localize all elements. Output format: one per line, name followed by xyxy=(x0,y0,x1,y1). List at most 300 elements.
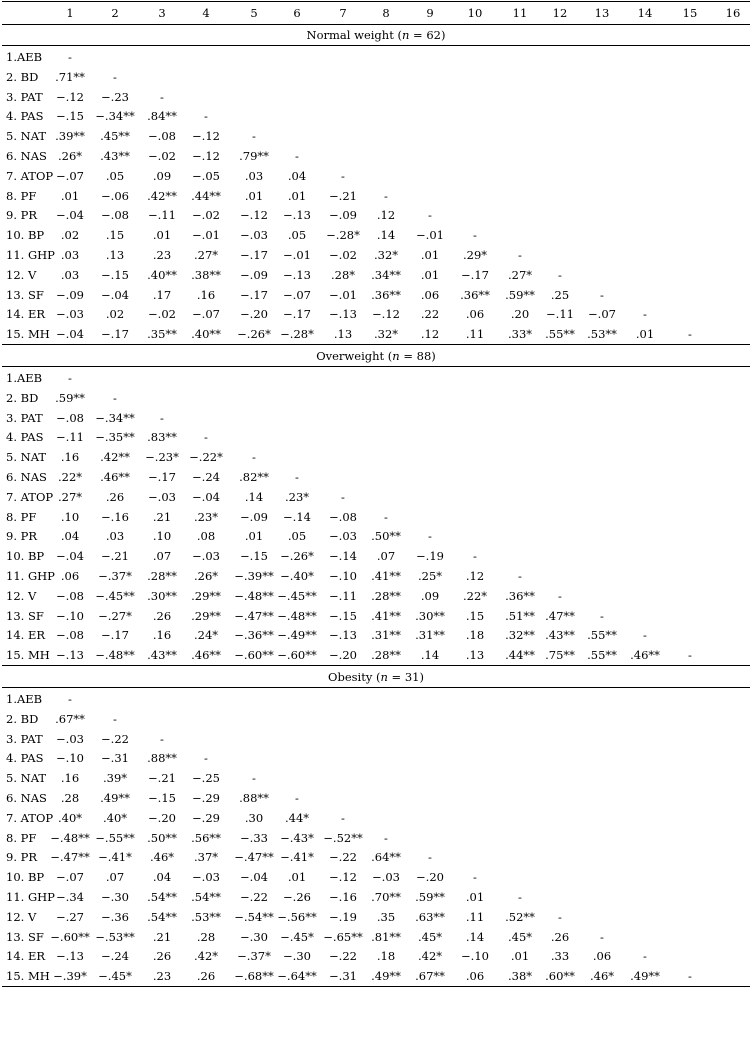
table-cell: .40** xyxy=(147,267,177,282)
table-cell: - xyxy=(428,529,432,544)
table-cell: .47** xyxy=(545,608,575,623)
table-cell: .26 xyxy=(196,969,216,984)
table-cell: −.12 xyxy=(240,208,268,223)
table-cell: −.55** xyxy=(95,830,135,845)
row-label: 12. V xyxy=(6,909,37,924)
table-cell: .37* xyxy=(193,850,219,865)
column-header: 7 xyxy=(339,6,347,20)
table-cell: −.68** xyxy=(234,969,274,984)
table-cell: - xyxy=(384,509,388,524)
table-cell: −.08 xyxy=(148,129,176,144)
table-cell: −.15 xyxy=(148,791,176,805)
table-cell: −.13 xyxy=(283,267,311,282)
table-cell: .41** xyxy=(371,569,401,583)
table-cell: - xyxy=(558,588,562,603)
row-label: 5. NAT xyxy=(6,771,47,786)
row-label: 5. NAT xyxy=(6,129,47,144)
table-cell: −.21 xyxy=(148,771,176,786)
table-cell: −.65** xyxy=(323,929,363,944)
table-cell: −.07 xyxy=(56,168,84,183)
section-title-prefix: Overweight ( xyxy=(316,349,393,363)
table-cell: .44** xyxy=(191,188,221,203)
table-cell: −.20 xyxy=(148,810,176,825)
table-cell: −.17 xyxy=(101,628,129,643)
section-title xyxy=(0,345,752,367)
table-cell: - xyxy=(252,450,256,465)
table-cell: −.10 xyxy=(329,569,357,583)
table-cell: −.21 xyxy=(329,188,357,203)
table-cell: −.13 xyxy=(56,949,84,964)
table-cell: .30 xyxy=(244,810,264,825)
table-cell: .18 xyxy=(465,628,485,643)
table-cell: - xyxy=(160,410,164,425)
table-cell: −.13 xyxy=(329,307,357,322)
table-cell: −.03 xyxy=(240,228,268,243)
row-label: 14. ER xyxy=(6,307,45,322)
row-label: 3. PAT xyxy=(6,410,43,425)
table-cell: −.26* xyxy=(237,327,271,342)
table-cell: −.13 xyxy=(329,628,357,643)
table-cell: .64** xyxy=(371,850,401,865)
table-cell: .21 xyxy=(152,929,172,944)
table-cell: .26 xyxy=(152,608,172,623)
table-cell: −.17 xyxy=(283,307,311,322)
table-cell: −.45** xyxy=(277,588,317,603)
column-header: 16 xyxy=(725,6,741,20)
table-cell: −.35** xyxy=(95,430,135,445)
table-cell: −.36** xyxy=(234,628,274,643)
table-cell: −.52** xyxy=(323,830,363,845)
row-label: 10. BP xyxy=(6,549,45,564)
column-header: 6 xyxy=(293,6,301,20)
table-cell: −.20 xyxy=(329,648,357,663)
table-cell: −.09 xyxy=(56,287,84,302)
table-cell: −.48** xyxy=(50,830,90,845)
table-cell: - xyxy=(68,371,72,385)
table-cell: .06 xyxy=(420,287,440,302)
table-cell: −.04 xyxy=(56,549,84,564)
table-cell: .22* xyxy=(57,470,83,484)
table-cell: .29* xyxy=(462,248,488,262)
table-cell: .13 xyxy=(105,248,125,262)
table-cell: .01 xyxy=(60,188,80,203)
table-cell: −.03 xyxy=(56,731,84,746)
section-title-prefix: Obesity ( xyxy=(328,670,381,684)
table-cell: −.09 xyxy=(240,509,268,524)
table-cell: −.37* xyxy=(237,949,271,964)
column-header: 8 xyxy=(382,6,390,20)
table-cell: .25* xyxy=(417,569,443,583)
section-title-prefix: Normal weight ( xyxy=(306,28,402,42)
table-cell: −.60** xyxy=(234,648,274,663)
table-cell: −.15 xyxy=(56,109,84,124)
table-cell: - xyxy=(341,168,345,183)
table-cell: −.31 xyxy=(329,969,357,984)
table-cell: −.05 xyxy=(192,168,220,183)
column-header: 10 xyxy=(467,6,483,20)
table-cell: .26 xyxy=(550,929,570,944)
row-label: 6. NAS xyxy=(6,791,47,805)
table-cell: .17 xyxy=(152,287,172,302)
table-cell: −.17 xyxy=(240,248,268,262)
table-cell: −.10 xyxy=(56,751,84,766)
table-cell: −.48** xyxy=(95,648,135,663)
table-cell: .27* xyxy=(193,248,219,262)
table-cell: - xyxy=(295,470,299,484)
table-cell: - xyxy=(341,810,345,825)
table-cell: .63** xyxy=(415,909,445,924)
table-cell: .79** xyxy=(239,149,269,163)
table-cell: −.45** xyxy=(95,588,135,603)
table-cell: −.16 xyxy=(329,890,357,904)
row-label: 8. PF xyxy=(6,188,37,203)
table-cell: .45* xyxy=(507,929,533,944)
column-header: 4 xyxy=(202,6,210,20)
table-cell: −.14 xyxy=(329,549,357,564)
table-cell: .22 xyxy=(420,307,440,322)
table-cell: .23* xyxy=(193,509,219,524)
table-cell: .08 xyxy=(196,529,216,544)
table-cell: −.04 xyxy=(192,489,220,504)
table-cell: .38* xyxy=(507,969,533,984)
row-label: 4. PAS xyxy=(6,109,44,124)
table-cell: −.01 xyxy=(416,228,444,243)
table-cell: −.04 xyxy=(56,327,84,342)
table-cell: −.30 xyxy=(240,929,268,944)
table-cell: .16 xyxy=(60,771,80,786)
table-cell: −.45* xyxy=(280,929,314,944)
table-cell: −.15 xyxy=(101,267,129,282)
table-cell: .33* xyxy=(507,327,533,342)
section-rule xyxy=(2,366,750,367)
table-cell: .01 xyxy=(420,248,440,262)
table-cell: .52** xyxy=(505,909,535,924)
table-cell: .54** xyxy=(147,890,177,904)
table-cell: .01 xyxy=(510,949,530,964)
table-cell: .28 xyxy=(196,929,216,944)
row-label: 8. PF xyxy=(6,509,37,524)
table-cell: −.40* xyxy=(280,569,314,583)
table-cell: .34** xyxy=(371,267,401,282)
table-cell: −.48** xyxy=(277,608,317,623)
table-cell: .01 xyxy=(244,529,264,544)
table-cell: .23 xyxy=(152,248,172,262)
row-label: 1.AEB xyxy=(6,50,43,64)
table-cell: .67** xyxy=(55,711,85,726)
table-cell: .29** xyxy=(191,588,221,603)
table-cell: .33 xyxy=(550,949,570,964)
table-cell: −.41* xyxy=(280,850,314,865)
row-label: 15. MH xyxy=(6,969,50,984)
row-label: 2. BD xyxy=(6,711,39,726)
row-label: 6. NAS xyxy=(6,149,47,163)
row-label: 7. ATOP xyxy=(6,489,54,504)
table-cell: −.37* xyxy=(98,569,132,583)
table-cell: −.33 xyxy=(240,830,268,845)
table-cell: −.11 xyxy=(546,307,574,322)
table-cell: - xyxy=(600,929,604,944)
table-cell: −.08 xyxy=(56,410,84,425)
table-cell: −.02 xyxy=(148,307,176,322)
table-cell: .45* xyxy=(417,929,443,944)
table-cell: .28 xyxy=(60,791,80,805)
column-header: 15 xyxy=(682,6,698,20)
table-cell: −.27* xyxy=(98,608,132,623)
table-cell: .21 xyxy=(152,509,172,524)
table-cell: −.06 xyxy=(101,188,129,203)
row-label: 14. ER xyxy=(6,628,45,643)
table-cell: .42** xyxy=(147,188,177,203)
table-cell: - xyxy=(204,751,208,766)
table-cell: .03 xyxy=(244,168,264,183)
table-cell: −.27 xyxy=(56,909,84,924)
table-cell: .75** xyxy=(545,648,575,663)
section-title xyxy=(0,24,752,46)
column-header: 12 xyxy=(552,6,568,20)
table-cell: −.12 xyxy=(192,129,220,144)
table-cell: −.24 xyxy=(192,470,220,484)
row-label: 7. ATOP xyxy=(6,168,54,183)
table-cell: −.60** xyxy=(50,929,90,944)
row-label: 11. GHP xyxy=(6,248,55,262)
table-cell: .26 xyxy=(152,949,172,964)
table-cell: .56** xyxy=(191,830,221,845)
table-cell: −.28* xyxy=(280,327,314,342)
table-cell: .11 xyxy=(465,909,485,924)
table-cell: .22* xyxy=(462,588,488,603)
table-cell: −.04 xyxy=(101,287,129,302)
table-cell: −.12 xyxy=(372,307,400,322)
row-label: 2. BD xyxy=(6,390,39,405)
table-cell: .35** xyxy=(147,327,177,342)
table-cell: - xyxy=(295,791,299,805)
table-cell: - xyxy=(643,307,647,322)
table-cell: .42* xyxy=(193,949,219,964)
table-cell: - xyxy=(113,390,117,405)
table-cell: .42** xyxy=(100,450,130,465)
table-cell: .46* xyxy=(149,850,175,865)
table-cell: .11 xyxy=(465,327,485,342)
table-cell: .40* xyxy=(102,810,128,825)
table-cell: −.01 xyxy=(329,287,357,302)
table-cell: .53** xyxy=(191,909,221,924)
table-cell: .59** xyxy=(505,287,535,302)
table-cell: .26 xyxy=(105,489,125,504)
table-cell: −.24 xyxy=(101,949,129,964)
table-cell: −.13 xyxy=(56,648,84,663)
table-cell: .45** xyxy=(100,129,130,144)
table-cell: −.47** xyxy=(234,850,274,865)
table-cell: −.22 xyxy=(240,890,268,904)
table-cell: .10 xyxy=(60,509,80,524)
table-cell: −.09 xyxy=(240,267,268,282)
table-cell: −.11 xyxy=(329,588,357,603)
table-cell: −.49** xyxy=(277,628,317,643)
table-cell: .09 xyxy=(420,588,440,603)
row-label: 2. BD xyxy=(6,69,39,84)
table-cell: .81** xyxy=(371,929,401,944)
table-cell: .26* xyxy=(193,569,219,583)
table-cell: .49** xyxy=(630,969,660,984)
table-cell: .23* xyxy=(284,489,310,504)
table-cell: .07 xyxy=(152,549,172,564)
table-cell: −.17 xyxy=(461,267,489,282)
table-cell: .16 xyxy=(196,287,216,302)
table-cell: - xyxy=(113,69,117,84)
table-cell: .51** xyxy=(505,608,535,623)
table-cell: - xyxy=(473,228,477,243)
table-cell: .27* xyxy=(57,489,83,504)
table-cell: .06 xyxy=(60,569,80,583)
section-rule xyxy=(2,687,750,688)
table-cell: .04 xyxy=(60,529,80,544)
table-cell: .43** xyxy=(147,648,177,663)
table-cell: .32* xyxy=(373,327,399,342)
table-cell: .28** xyxy=(371,648,401,663)
table-cell: .14 xyxy=(420,648,440,663)
table-cell: .05 xyxy=(287,228,307,243)
row-label: 6. NAS xyxy=(6,470,47,484)
table-cell: .39** xyxy=(55,129,85,144)
table-cell: −.07 xyxy=(588,307,616,322)
table-cell: .31** xyxy=(371,628,401,643)
table-cell: - xyxy=(518,248,522,262)
table-cell: .01 xyxy=(420,267,440,282)
row-label: 1.AEB xyxy=(6,692,43,706)
table-cell: −.26 xyxy=(283,890,311,904)
table-cell: .06 xyxy=(592,949,612,964)
table-cell: .38** xyxy=(191,267,221,282)
row-label: 11. GHP xyxy=(6,890,55,904)
table-cell: .54** xyxy=(147,909,177,924)
table-cell: .82** xyxy=(239,470,269,484)
table-cell: −.16 xyxy=(101,509,129,524)
column-header: 13 xyxy=(594,6,610,20)
table-cell: .10 xyxy=(152,529,172,544)
table-cell: −.02 xyxy=(192,208,220,223)
table-cell: .36** xyxy=(505,588,535,603)
table-cell: −.43* xyxy=(280,830,314,845)
table-cell: −.23* xyxy=(145,450,179,465)
table-cell: .30** xyxy=(147,588,177,603)
table-cell: - xyxy=(518,890,522,904)
table-cell: - xyxy=(558,267,562,282)
table-cell: .35 xyxy=(376,909,396,924)
table-cell: .50** xyxy=(371,529,401,544)
table-cell: .46** xyxy=(191,648,221,663)
row-label: 8. PF xyxy=(6,830,37,845)
table-cell: .36** xyxy=(371,287,401,302)
table-cell: .71** xyxy=(55,69,85,84)
section-title-suffix: = 62) xyxy=(409,28,446,42)
table-cell: - xyxy=(204,109,208,124)
table-cell: - xyxy=(68,50,72,64)
section-title xyxy=(0,666,752,688)
table-cell: .59** xyxy=(55,390,85,405)
table-cell: −.02 xyxy=(329,248,357,262)
table-cell: −.07 xyxy=(56,870,84,885)
row-label: 13. SF xyxy=(6,608,44,623)
table-cell: .16 xyxy=(152,628,172,643)
table-cell: −.20 xyxy=(240,307,268,322)
table-cell: .46* xyxy=(589,969,615,984)
table-cell: .31** xyxy=(415,628,445,643)
table-cell: −.30 xyxy=(101,890,129,904)
table-cell: −.07 xyxy=(283,287,311,302)
table-cell: −.20 xyxy=(416,870,444,885)
table-cell: −.09 xyxy=(329,208,357,223)
table-cell: .46** xyxy=(630,648,660,663)
table-cell: .12 xyxy=(465,569,485,583)
table-cell: .05 xyxy=(287,529,307,544)
table-cell: −.11 xyxy=(148,208,176,223)
table-cell: .55** xyxy=(587,648,617,663)
table-cell: −.29 xyxy=(192,791,220,805)
table-cell: −.11 xyxy=(56,430,84,445)
table-cell: - xyxy=(341,489,345,504)
table-cell: .05 xyxy=(105,168,125,183)
table-cell: −.53** xyxy=(95,929,135,944)
table-cell: .14 xyxy=(376,228,396,243)
table-cell: .01 xyxy=(244,188,264,203)
section-title-n: n xyxy=(401,28,410,42)
table-cell: −.28* xyxy=(326,228,360,243)
table-cell: - xyxy=(160,731,164,746)
table-cell: .28** xyxy=(371,588,401,603)
table-cell: −.03 xyxy=(192,870,220,885)
table-cell: - xyxy=(204,430,208,445)
table-cell: .44* xyxy=(284,810,310,825)
table-cell: −.56** xyxy=(277,909,317,924)
table-cell: −.12 xyxy=(192,149,220,163)
table-cell: −.12 xyxy=(56,89,84,104)
table-cell: −.19 xyxy=(416,549,444,564)
table-cell: −.08 xyxy=(56,588,84,603)
section-title-n: n xyxy=(380,670,388,684)
row-label: 4. PAS xyxy=(6,751,44,766)
table-cell: −.02 xyxy=(148,149,176,163)
row-label: 5. NAT xyxy=(6,450,47,465)
table-cell: - xyxy=(600,608,604,623)
table-cell: - xyxy=(252,129,256,144)
column-header: 2 xyxy=(111,6,119,20)
table-cell: - xyxy=(160,89,164,104)
table-cell: −.03 xyxy=(372,870,400,885)
table-cell: .40* xyxy=(57,810,83,825)
table-cell: .06 xyxy=(465,307,485,322)
row-label: 10. BP xyxy=(6,228,45,243)
table-cell: .14 xyxy=(465,929,485,944)
section-end-rule xyxy=(2,986,750,987)
table-cell: −.14 xyxy=(283,509,311,524)
table-cell: - xyxy=(428,208,432,223)
section-title-suffix: = 88) xyxy=(399,349,436,363)
column-header: 11 xyxy=(512,6,528,20)
row-label: 13. SF xyxy=(6,287,44,302)
table-cell: −.03 xyxy=(192,549,220,564)
row-label: 9. PR xyxy=(6,850,38,865)
table-cell: −.10 xyxy=(56,608,84,623)
table-cell: .54** xyxy=(191,890,221,904)
table-cell: −.48** xyxy=(234,588,274,603)
table-cell: −.01 xyxy=(192,228,220,243)
table-cell: −.47** xyxy=(50,850,90,865)
table-cell: - xyxy=(384,830,388,845)
row-label: 9. PR xyxy=(6,529,38,544)
table-cell: −.17 xyxy=(148,470,176,484)
table-cell: −.03 xyxy=(148,489,176,504)
table-cell: −.12 xyxy=(329,870,357,885)
